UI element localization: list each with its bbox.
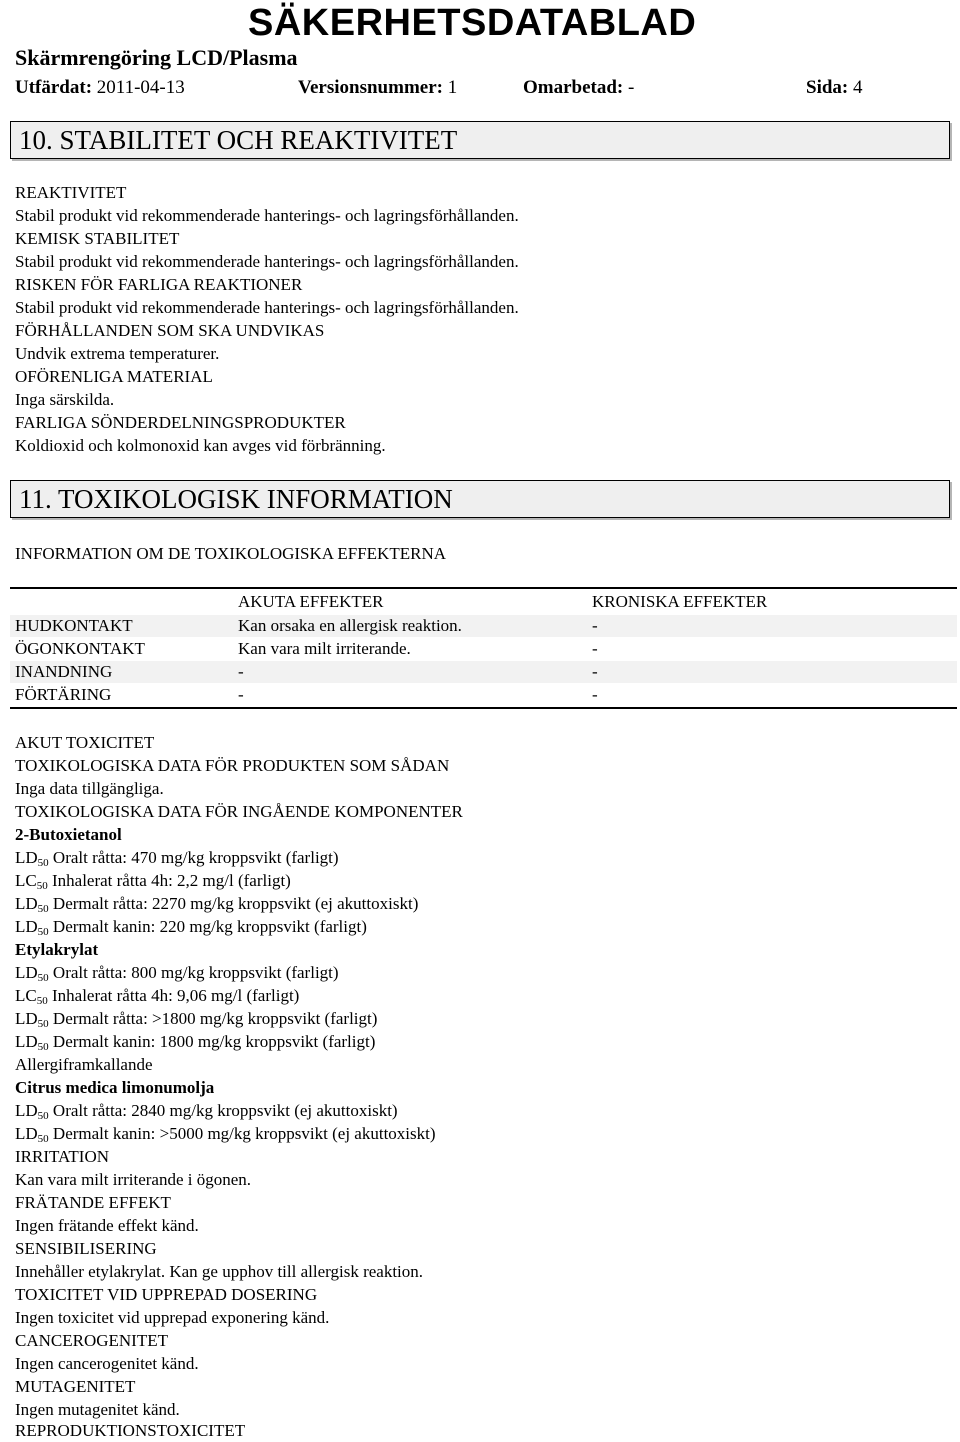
s11-heading-cancerogenitet: CANCEROGENITET	[15, 1331, 168, 1350]
toxicity-subscript: 50	[36, 880, 48, 892]
table-bottom-rule	[10, 707, 957, 709]
toxicity-value-line	[15, 1031, 375, 1053]
table-row-label: HUDKONTAKT	[15, 616, 133, 635]
toxicity-value-line	[15, 1123, 436, 1145]
version-label: Versionsnummer:	[298, 77, 443, 98]
toxicity-subscript: 50	[36, 995, 48, 1007]
table-cell-chronic: -	[592, 639, 598, 658]
toxicity-prefix: LD	[15, 1032, 38, 1051]
table-cell-chronic: -	[592, 616, 598, 635]
toxicity-subscript: 50	[37, 926, 49, 938]
s11-text-fratande-effekt: Ingen frätande effekt känd.	[15, 1216, 199, 1235]
table-header-chronic: KRONISKA EFFEKTER	[592, 592, 768, 611]
toxicity-text: Oralt råtta: 2840 mg/kg kroppsvikt (ej akuttoxiskt)	[48, 1101, 398, 1120]
s10-heading-reaktivitet: REAKTIVITET	[15, 183, 127, 202]
table-header-acute: AKUTA EFFEKTER	[238, 592, 384, 611]
product-data-text: Inga data tillgängliga.	[15, 779, 164, 798]
s11-text-irritation: Kan vara milt irriterande i ögonen.	[15, 1170, 252, 1189]
table-row-label: FÖRTÄRING	[15, 685, 112, 704]
s11-text-upprepad-dosering: Ingen toxicitet vid upprepad exponering känd.	[15, 1308, 330, 1327]
toxicity-prefix: LD	[15, 848, 38, 867]
component-name: Etylakrylat	[15, 940, 99, 959]
page-label: Sida:	[806, 77, 849, 98]
toxicity-prefix: LD	[15, 917, 38, 936]
s11-heading-fratande-effekt: FRÄTANDE EFFEKT	[15, 1193, 171, 1212]
toxicity-subscript: 50	[37, 972, 49, 984]
issued-label: Utfärdat:	[15, 77, 93, 98]
table-row-label: INANDNING	[15, 662, 113, 681]
revised-label: Omarbetad:	[523, 77, 624, 98]
table-cell-acute: -	[238, 685, 244, 704]
s10-text-reaktivitet: Stabil produkt vid rekommenderade hanterings- och lagringsförhållanden.	[15, 206, 519, 225]
table-cell-chronic: -	[592, 662, 598, 681]
page-value: 4	[853, 77, 863, 98]
revised-value: -	[628, 77, 635, 98]
component-note: Allergiframkallande	[15, 1055, 153, 1074]
toxicity-prefix: LD	[15, 1124, 38, 1143]
page-number	[806, 76, 863, 100]
s11-text-cancerogenitet: Ingen cancerogenitet känd.	[15, 1354, 199, 1373]
toxicity-text: Oralt råtta: 470 mg/kg kroppsvikt (farligt)	[48, 848, 339, 867]
toxicity-prefix: LD	[15, 1009, 38, 1028]
s11-text-mutagenitet: Ingen mutagenitet känd.	[15, 1400, 180, 1419]
table-cell-acute: Kan vara milt irriterande.	[238, 639, 411, 658]
toxicity-value-line	[15, 916, 367, 938]
toxicity-text: Dermalt kanin: 1800 mg/kg kroppsvikt (farligt)	[48, 1032, 376, 1051]
toxicity-text: Dermalt råtta: >1800 mg/kg kroppsvikt (farligt)	[48, 1009, 378, 1028]
s10-text-forhallanden: Undvik extrema temperaturer.	[15, 344, 220, 363]
toxicity-subscript: 50	[37, 1041, 49, 1053]
toxicity-subscript: 50	[37, 1133, 49, 1145]
s10-text-kemisk-stabilitet: Stabil produkt vid rekommenderade hanterings- och lagringsförhållanden.	[15, 252, 519, 271]
toxicity-prefix: LC	[15, 871, 37, 890]
s11-heading-reproduktionstoxicitet: REPRODUKTIONSTOXICITET	[15, 1421, 246, 1440]
issued-value: 2011-04-13	[96, 77, 185, 98]
table-cell-acute: -	[238, 662, 244, 681]
s11-heading-upprepad-dosering: TOXICITET VID UPPREPAD DOSERING	[15, 1285, 318, 1304]
version-value: 1	[447, 77, 458, 98]
toxicity-text: Inhalerat råtta 4h: 9,06 mg/l (farligt)	[47, 986, 300, 1005]
toxicity-subscript: 50	[37, 1018, 49, 1030]
s10-heading-sonderdelning: FARLIGA SÖNDERDELNINGSPRODUKTER	[15, 413, 346, 432]
section-11-title: 11. TOXIKOLOGISK INFORMATION	[19, 484, 453, 514]
toxicity-text: Dermalt kanin: 220 mg/kg kroppsvikt (farligt)	[48, 917, 367, 936]
s10-text-farliga-reaktioner: Stabil produkt vid rekommenderade hanterings- och lagringsförhållanden.	[15, 298, 519, 317]
toxicity-subscript: 50	[37, 903, 49, 915]
toxicity-prefix: LD	[15, 1101, 38, 1120]
toxicity-subscript: 50	[37, 857, 49, 869]
s11-heading-mutagenitet: MUTAGENITET	[15, 1377, 136, 1396]
toxicity-value-line	[15, 893, 418, 915]
component-data-heading: TOXIKOLOGISKA DATA FÖR INGÅENDE KOMPONENTER	[15, 802, 463, 821]
s11-heading-irritation: IRRITATION	[15, 1147, 110, 1166]
toxicity-prefix: LC	[15, 986, 37, 1005]
component-name: 2-Butoxietanol	[15, 825, 122, 844]
toxicity-text: Oralt råtta: 800 mg/kg kroppsvikt (farligt)	[48, 963, 339, 982]
s10-heading-forhallanden: FÖRHÅLLANDEN SOM SKA UNDVIKAS	[15, 321, 325, 340]
table-row-bg	[10, 661, 957, 683]
toxicity-value-line	[15, 1100, 398, 1122]
section-10-title: 10. STABILITET OCH REAKTIVITET	[19, 125, 458, 155]
toxicity-value-line	[15, 847, 339, 869]
version-number	[298, 76, 457, 100]
s10-text-sonderdelning: Koldioxid och kolmonoxid kan avges vid förbränning.	[15, 436, 386, 455]
product-data-heading: TOXIKOLOGISKA DATA FÖR PRODUKTEN SOM SÅDAN	[15, 756, 450, 775]
table-row-label: ÖGONKONTAKT	[15, 639, 145, 658]
toxicity-prefix: LD	[15, 894, 38, 913]
revised-date	[523, 76, 634, 100]
section-11-header	[10, 480, 950, 518]
toxicity-prefix: LD	[15, 963, 38, 982]
toxicity-value-line	[15, 985, 299, 1007]
toxicity-value-line	[15, 962, 339, 984]
s11-heading-sensibilisering: SENSIBILISERING	[15, 1239, 157, 1258]
s11-subtitle: INFORMATION OM DE TOXIKOLOGISKA EFFEKTERNA	[15, 544, 446, 563]
section-10-header	[10, 121, 950, 159]
issued-date	[15, 76, 185, 100]
table-top-rule	[10, 587, 957, 589]
product-name: Skärmrengöring LCD/Plasma	[15, 45, 298, 70]
component-name: Citrus medica limonumolja	[15, 1078, 215, 1097]
document-title: SÄKERHETSDATABLAD	[248, 2, 697, 44]
s10-heading-farliga-reaktioner: RISKEN FÖR FARLIGA REAKTIONER	[15, 275, 303, 294]
toxicity-value-line	[15, 1008, 377, 1030]
toxicity-text: Inhalerat råtta 4h: 2,2 mg/l (farligt)	[47, 871, 291, 890]
toxicity-value-line	[15, 870, 291, 892]
table-row-bg	[10, 615, 957, 637]
toxicity-subscript: 50	[37, 1110, 49, 1122]
table-cell-chronic: -	[592, 685, 598, 704]
s10-text-oforenliga-material: Inga särskilda.	[15, 390, 115, 409]
s10-heading-oforenliga-material: OFÖRENLIGA MATERIAL	[15, 367, 213, 386]
s10-heading-kemisk-stabilitet: KEMISK STABILITET	[15, 229, 180, 248]
acute-toxicity-heading: AKUT TOXICITET	[15, 733, 155, 752]
toxicity-text: Dermalt råtta: 2270 mg/kg kroppsvikt (ej akuttoxiskt)	[48, 894, 419, 913]
toxicity-text: Dermalt kanin: >5000 mg/kg kroppsvikt (ej akuttoxiskt)	[48, 1124, 436, 1143]
s11-text-sensibilisering: Innehåller etylakrylat. Kan ge upphov till allergisk reaktion.	[15, 1262, 424, 1281]
table-cell-acute: Kan orsaka en allergisk reaktion.	[238, 616, 462, 635]
